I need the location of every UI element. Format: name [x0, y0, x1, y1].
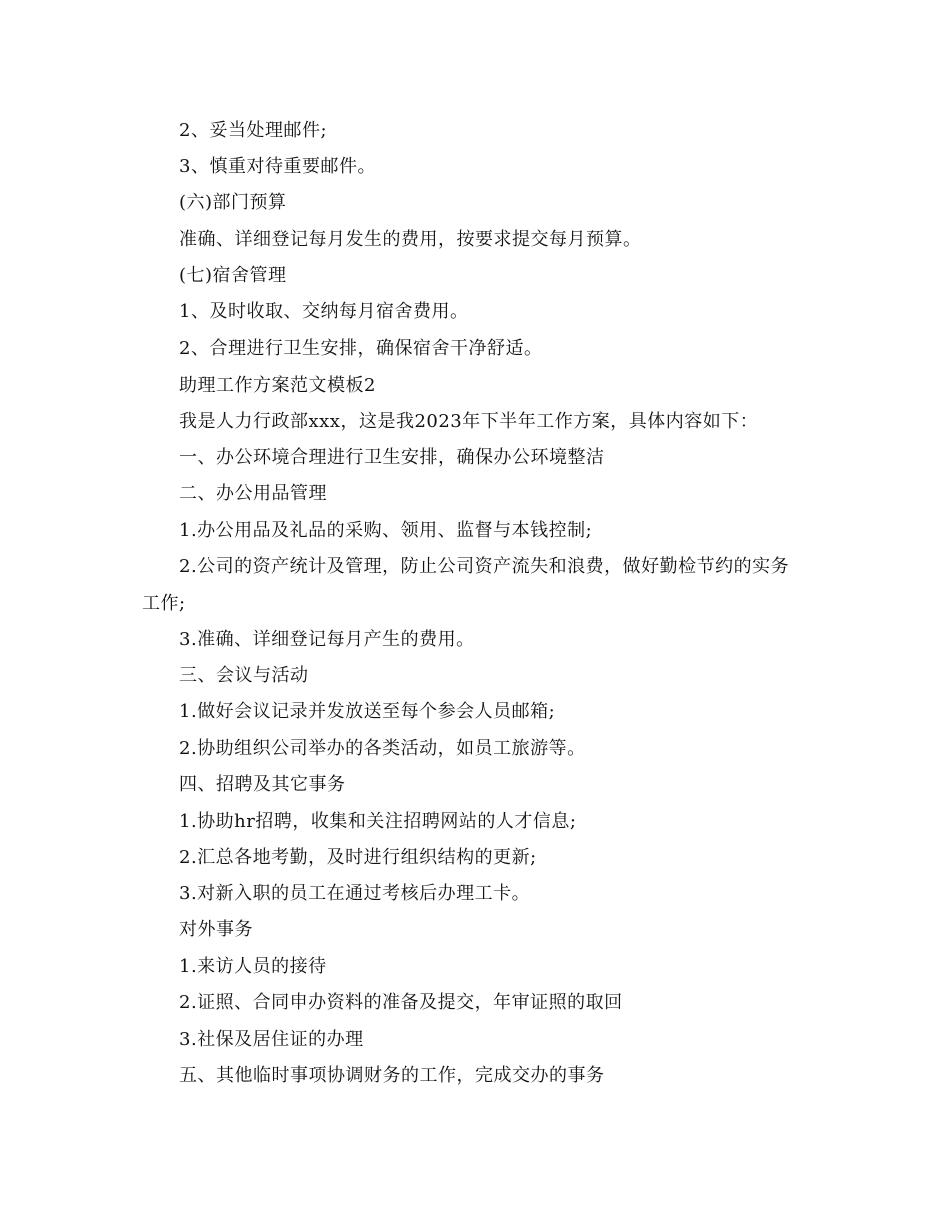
paragraph-line: 3、慎重对待重要邮件。: [179, 156, 376, 177]
section-heading: 五、其他临时事项协调财务的工作，完成交办的事务: [179, 1065, 605, 1086]
section-heading: (六)部门预算: [179, 192, 287, 213]
paragraph-line: 工作;: [142, 593, 186, 614]
paragraph-line: 1.来访人员的接待: [179, 956, 327, 977]
paragraph-line: 1.办公用品及礼品的采购、领用、监督与本钱控制;: [179, 520, 593, 541]
section-heading: 一、办公环境合理进行卫生安排，确保办公环境整洁: [179, 447, 605, 468]
paragraph-line: 2、合理进行卫生安排，确保宿舍干净舒适。: [179, 338, 543, 359]
section-heading: 四、招聘及其它事务: [179, 774, 346, 795]
paragraph-line: 2.汇总各地考勤，及时进行组织结构的更新;: [179, 847, 537, 868]
paragraph-line: 1.做好会议记录并发放送至每个参会人员邮箱;: [179, 701, 556, 722]
paragraph-line: 2、妥当处理邮件;: [179, 120, 328, 141]
paragraph-line: 3.准确、详细登记每月产生的费用。: [179, 629, 475, 650]
paragraph-line: 3.对新入职的员工在通过考核后办理工卡。: [179, 883, 531, 904]
paragraph-line: 2.证照、合同申办资料的准备及提交，年审证照的取回: [179, 992, 623, 1013]
document-title: 助理工作方案范文模板2: [179, 375, 376, 396]
paragraph-line: 准确、详细登记每月发生的费用，按要求提交每月预算。: [179, 229, 642, 250]
paragraph-line: 1.协助hr招聘，收集和关注招聘网站的人才信息;: [179, 811, 577, 832]
paragraph-line: 3.社保及居住证的办理: [179, 1029, 364, 1050]
section-heading: 三、会议与活动: [179, 665, 309, 686]
section-heading: 二、办公用品管理: [179, 483, 327, 504]
paragraph-line: 我是人力行政部xxx，这是我2023年下半年工作方案，具体内容如下：: [179, 411, 759, 432]
section-heading: (七)宿舍管理: [179, 265, 287, 286]
paragraph-line: 2.协助组织公司举办的各类活动，如员工旅游等。: [179, 738, 586, 759]
section-heading: 对外事务: [179, 919, 253, 940]
paragraph-line: 1、及时收取、交纳每月宿舍费用。: [179, 301, 469, 322]
paragraph-line: 2.公司的资产统计及管理，防止公司资产流失和浪费，做好勤检节约的实务: [179, 556, 790, 577]
